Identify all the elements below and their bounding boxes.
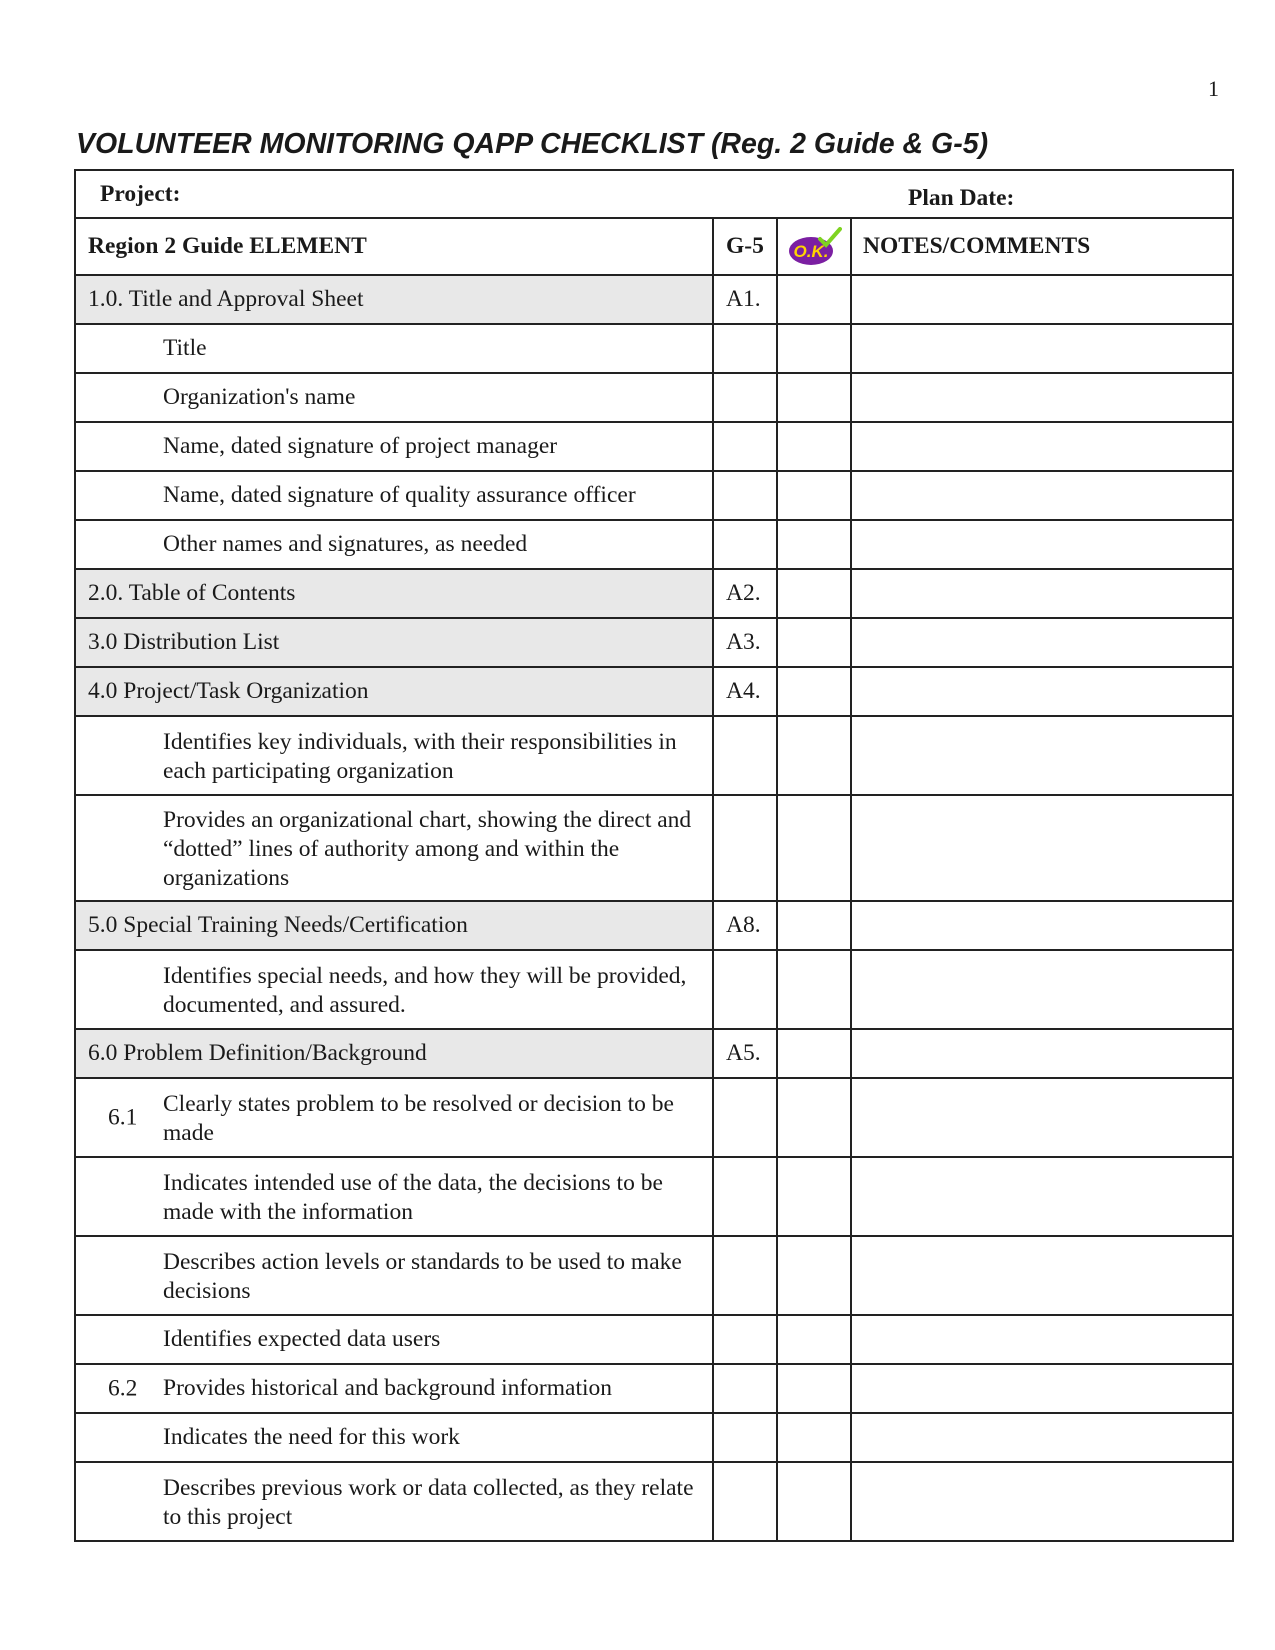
- element-cell: 2.0. Table of Contents: [75, 569, 713, 618]
- item-text: Organization's name: [163, 384, 356, 410]
- ok-check-cell[interactable]: [777, 275, 851, 324]
- ok-check-cell[interactable]: [777, 1315, 851, 1364]
- ok-check-cell[interactable]: [777, 716, 851, 795]
- ok-check-cell[interactable]: [777, 569, 851, 618]
- notes-cell[interactable]: [851, 471, 1233, 520]
- notes-cell[interactable]: [851, 901, 1233, 950]
- element-cell: 4.0 Project/Task Organization: [75, 667, 713, 716]
- g5-cell: [713, 324, 777, 373]
- project-label: Project:: [100, 180, 181, 207]
- element-cell: [75, 373, 713, 422]
- item-text: Describes previous work or data collected, as they relate to this project: [163, 1474, 694, 1530]
- notes-cell[interactable]: [851, 275, 1233, 324]
- g5-cell: A8.: [713, 901, 777, 950]
- ok-check-cell[interactable]: [777, 1413, 851, 1462]
- checklist-item-row: [75, 1157, 1233, 1236]
- element-cell: [75, 1462, 713, 1541]
- element-cell: [75, 795, 713, 901]
- section-row: [75, 569, 1233, 618]
- checklist-item-row: [75, 1462, 1233, 1541]
- plan-date-label: Plan Date:: [908, 185, 1015, 211]
- notes-cell[interactable]: [851, 324, 1233, 373]
- header-element: Region 2 Guide ELEMENT: [75, 218, 713, 275]
- project-row: [75, 170, 1233, 218]
- ok-check-cell[interactable]: [777, 1029, 851, 1078]
- notes-cell[interactable]: [851, 1315, 1233, 1364]
- g5-cell: [713, 471, 777, 520]
- ok-check-cell[interactable]: [777, 950, 851, 1029]
- element-cell: 5.0 Special Training Needs/Certification: [75, 901, 713, 950]
- item-text: Provides historical and background information: [163, 1375, 613, 1401]
- notes-cell[interactable]: [851, 1236, 1233, 1315]
- element-cell: [75, 422, 713, 471]
- ok-badge-text: O.K.: [793, 241, 829, 261]
- header-ok: [777, 218, 851, 275]
- notes-cell[interactable]: [851, 1029, 1233, 1078]
- notes-cell[interactable]: [851, 667, 1233, 716]
- element-cell: [75, 1078, 713, 1157]
- element-cell: [75, 1315, 713, 1364]
- notes-cell[interactable]: [851, 795, 1233, 901]
- item-text: Indicates intended use of the data, the decisions to be made with the information: [163, 1169, 663, 1225]
- checklist-item-row: [75, 1236, 1233, 1315]
- ok-check-cell[interactable]: [777, 520, 851, 569]
- section-row: [75, 901, 1233, 950]
- element-cell: [75, 520, 713, 569]
- element-cell: 3.0 Distribution List: [75, 618, 713, 667]
- notes-cell[interactable]: [851, 1078, 1233, 1157]
- checklist-item-row: [75, 1078, 1233, 1157]
- g5-cell: [713, 716, 777, 795]
- checklist-item-row: [75, 950, 1233, 1029]
- ok-check-cell[interactable]: [777, 667, 851, 716]
- g5-cell: A4.: [713, 667, 777, 716]
- item-text: Name, dated signature of quality assurance officer: [163, 482, 636, 508]
- document-title: VOLUNTEER MONITORING QAPP CHECKLIST (Reg. 2 Guide & G-5): [76, 128, 989, 160]
- checklist-item-row: [75, 795, 1233, 901]
- notes-cell[interactable]: [851, 569, 1233, 618]
- checklist-item-row: [75, 716, 1233, 795]
- element-cell: 1.0. Title and Approval Sheet: [75, 275, 713, 324]
- page-number: 1: [1208, 76, 1219, 101]
- ok-check-cell[interactable]: [777, 1236, 851, 1315]
- g5-cell: A1.: [713, 275, 777, 324]
- g5-cell: [713, 1315, 777, 1364]
- ok-check-cell[interactable]: [777, 324, 851, 373]
- notes-cell[interactable]: [851, 716, 1233, 795]
- g5-cell: [713, 373, 777, 422]
- item-text: Identifies special needs, and how they will be provided, documented, and assured.: [163, 962, 687, 1018]
- notes-cell[interactable]: [851, 422, 1233, 471]
- item-text: Other names and signatures, as needed: [163, 531, 528, 557]
- ok-check-cell[interactable]: [777, 1364, 851, 1413]
- section-row: [75, 1029, 1233, 1078]
- g5-cell: [713, 950, 777, 1029]
- checklist-item-row: [75, 1413, 1233, 1462]
- ok-check-cell[interactable]: [777, 471, 851, 520]
- element-cell: [75, 950, 713, 1029]
- checklist-item-row: [75, 324, 1233, 373]
- ok-check-cell[interactable]: [777, 1157, 851, 1236]
- g5-cell: A5.: [713, 1029, 777, 1078]
- item-number: 6.2: [108, 1375, 138, 1401]
- item-text: Title: [163, 335, 207, 361]
- g5-cell: [713, 520, 777, 569]
- g5-cell: [713, 1078, 777, 1157]
- ok-check-cell[interactable]: [777, 1078, 851, 1157]
- ok-check-cell[interactable]: [777, 1462, 851, 1541]
- g5-cell: [713, 1157, 777, 1236]
- section-row: [75, 618, 1233, 667]
- item-text: Identifies expected data users: [163, 1326, 441, 1352]
- checklist-item-row: [75, 1364, 1233, 1413]
- item-number: 6.1: [108, 1104, 138, 1130]
- header-g5: G-5: [713, 218, 777, 275]
- notes-cell[interactable]: [851, 1413, 1233, 1462]
- element-cell: [75, 324, 713, 373]
- checklist-item-row: [75, 373, 1233, 422]
- g5-cell: [713, 422, 777, 471]
- g5-cell: A2.: [713, 569, 777, 618]
- g5-cell: A3.: [713, 618, 777, 667]
- project-cell[interactable]: [75, 170, 1233, 218]
- item-text: Clearly states problem to be resolved or decision to be made: [163, 1090, 674, 1146]
- notes-cell[interactable]: [851, 618, 1233, 667]
- notes-cell[interactable]: [851, 1157, 1233, 1236]
- ok-check-cell[interactable]: [777, 422, 851, 471]
- notes-cell[interactable]: [851, 373, 1233, 422]
- item-text: Name, dated signature of project manager: [163, 433, 558, 459]
- ok-check-cell[interactable]: [777, 795, 851, 901]
- element-cell: [75, 716, 713, 795]
- element-cell: [75, 1364, 713, 1413]
- ok-check-cell[interactable]: [777, 373, 851, 422]
- g5-cell: [713, 1462, 777, 1541]
- notes-cell[interactable]: [851, 1462, 1233, 1541]
- notes-cell[interactable]: [851, 1364, 1233, 1413]
- section-row: [75, 667, 1233, 716]
- g5-cell: [713, 1364, 777, 1413]
- ok-check-cell[interactable]: [777, 901, 851, 950]
- element-cell: [75, 471, 713, 520]
- checklist-item-row: [75, 422, 1233, 471]
- checklist-item-row: [75, 520, 1233, 569]
- ok-check-cell[interactable]: [777, 618, 851, 667]
- g5-cell: [713, 1236, 777, 1315]
- element-cell: [75, 1413, 713, 1462]
- ok-checkmark-icon: [786, 227, 842, 267]
- checklist-item-row: [75, 1315, 1233, 1364]
- element-cell: 6.0 Problem Definition/Background: [75, 1029, 713, 1078]
- notes-cell[interactable]: [851, 950, 1233, 1029]
- checklist-item-row: [75, 471, 1233, 520]
- header-notes: NOTES/COMMENTS: [851, 218, 1233, 275]
- g5-cell: [713, 795, 777, 901]
- g5-cell: [713, 1413, 777, 1462]
- item-text: Indicates the need for this work: [163, 1424, 460, 1450]
- element-cell: [75, 1236, 713, 1315]
- item-text: Describes action levels or standards to be used to make decisions: [163, 1248, 682, 1304]
- checklist-table: [74, 169, 1234, 1542]
- item-text: Provides an organizational chart, showing the direct and “dotted” lines of authority among and within the organizations: [163, 806, 692, 891]
- item-text: Identifies key individuals, with their responsibilities in each participating organization: [163, 728, 677, 784]
- notes-cell[interactable]: [851, 520, 1233, 569]
- header-row: [75, 218, 1233, 275]
- section-row: [75, 275, 1233, 324]
- element-cell: [75, 1157, 713, 1236]
